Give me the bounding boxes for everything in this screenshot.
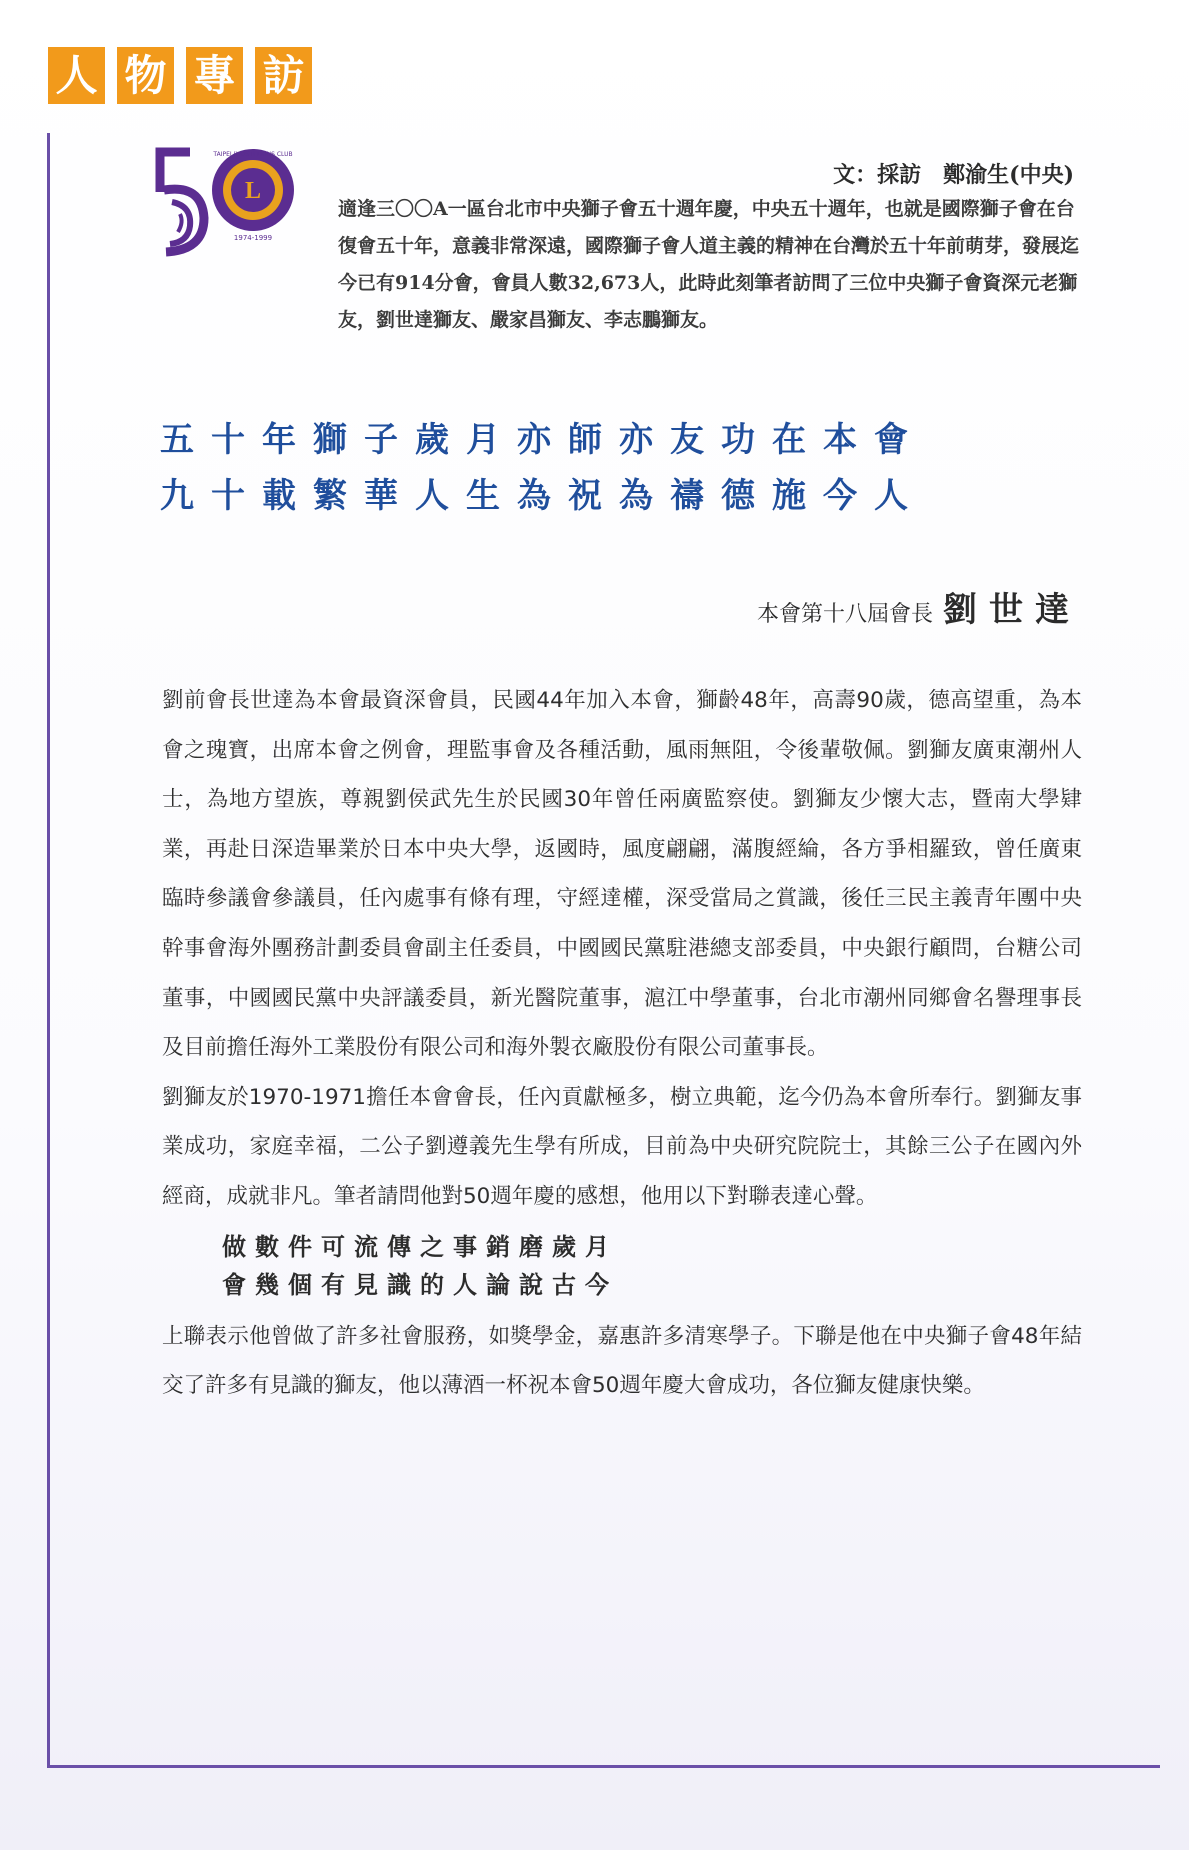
byline: 文：採訪 鄭渝生(中央) bbox=[833, 162, 1074, 188]
intro-paragraph: 適逢三〇〇A一區台北市中央獅子會五十週年慶，中央五十週年，也就是國際獅子會在台復會五十年，意義非常深遠，國際獅子會人道主義的精神在台灣於五十年前萌芽，發展迄今已有914分會，會員人數32,673人，此時此刻筆者訪問了三位中央獅子會資深元老獅友，劉世達獅友、嚴家昌獅友、李志鵬獅友。 bbox=[338, 198, 1080, 331]
body-paragraph: 劉獅友於1970-1971擔任本會會長，任內貢獻極多，樹立典範，迄今仍為本會所奉行。劉獅友事業成功，家庭幸福，二公子劉遵義先生學有所成，目前為中央研究院院士，其餘三公子在國內外經商，成就非凡。筆者請問他對50週年慶的感想，他用以下對聯表達心聲。 bbox=[162, 1084, 1082, 1209]
section-tag bbox=[48, 47, 312, 104]
interviewee-name: 劉世達 bbox=[943, 590, 1081, 630]
section-tag-char: 專 bbox=[186, 47, 243, 104]
body-paragraph: 上聯表示他曾做了許多社會服務，如獎學金，嘉惠許多清寒學子。下聯是他在中央獅子會48年結交了許多有見識的獅友，他以薄酒一杯祝本會50週年慶大會成功，各位獅友健康快樂。 bbox=[162, 1323, 1082, 1399]
emblem-letter: L bbox=[244, 178, 262, 204]
couplet bbox=[222, 1228, 1082, 1304]
logo-years-text: 1974-1999 bbox=[233, 234, 273, 242]
frame-bottom-border bbox=[47, 1765, 1160, 1768]
article-body bbox=[162, 676, 1082, 1411]
headline-line: 五十年獅子歲月亦師亦友功在本會 bbox=[160, 420, 925, 460]
logo-ring-text: TAIPEI (HOST) LIONS CLUB bbox=[213, 151, 293, 158]
body-paragraph: 劉前會長世達為本會最資深會員，民國44年加入本會，獅齡48年，高壽90歲，德高望重，為本會之瑰寶，出席本會之例會，理監事會及各種活動，風雨無阻，令後輩敬佩。劉獅友廣東潮州人士，為地方望族，尊親劉侯武先生於民國30年曾任兩廣監察使。劉獅友少懷大志，暨南大學肄業，再赴日深造畢業於日本中央大學，返國時，風度翩翩，滿腹經綸，各方爭相羅致，曾任廣東臨時參議會參議員，任內處事有條有理，守經達權，深受當局之賞識，後任三民主義青年團中央幹事會海外團務計劃委員會副主任委員，中國國民黨駐港總支部委員，中央銀行顧問，台糖公司董事，中國國民黨中央評議委員，新光醫院董事，滬江中學董事，台北市潮州同鄉會名譽理事長及目前擔任海外工業股份有限公司和海外製衣廠股份有限公司董事長。 bbox=[162, 688, 1082, 1061]
headline bbox=[160, 412, 925, 524]
interviewee-title: 本會第十八屆會長 bbox=[756, 602, 933, 627]
frame-left-border bbox=[47, 133, 50, 1767]
interviewee-signature bbox=[757, 582, 1081, 631]
lions-50-emblem bbox=[150, 140, 310, 270]
section-tag-char: 訪 bbox=[255, 47, 312, 104]
couplet-line-upper: 做數件可流傳之事銷磨歲月 bbox=[222, 1231, 618, 1261]
couplet-line-lower: 會幾個有見識的人論說古今 bbox=[222, 1269, 618, 1299]
anniversary-logo bbox=[150, 140, 310, 270]
section-tag-char: 人 bbox=[48, 47, 105, 104]
headline-line: 九十載繁華人生為祝為禱德施今人 bbox=[160, 476, 925, 516]
section-tag-char: 物 bbox=[117, 47, 174, 104]
